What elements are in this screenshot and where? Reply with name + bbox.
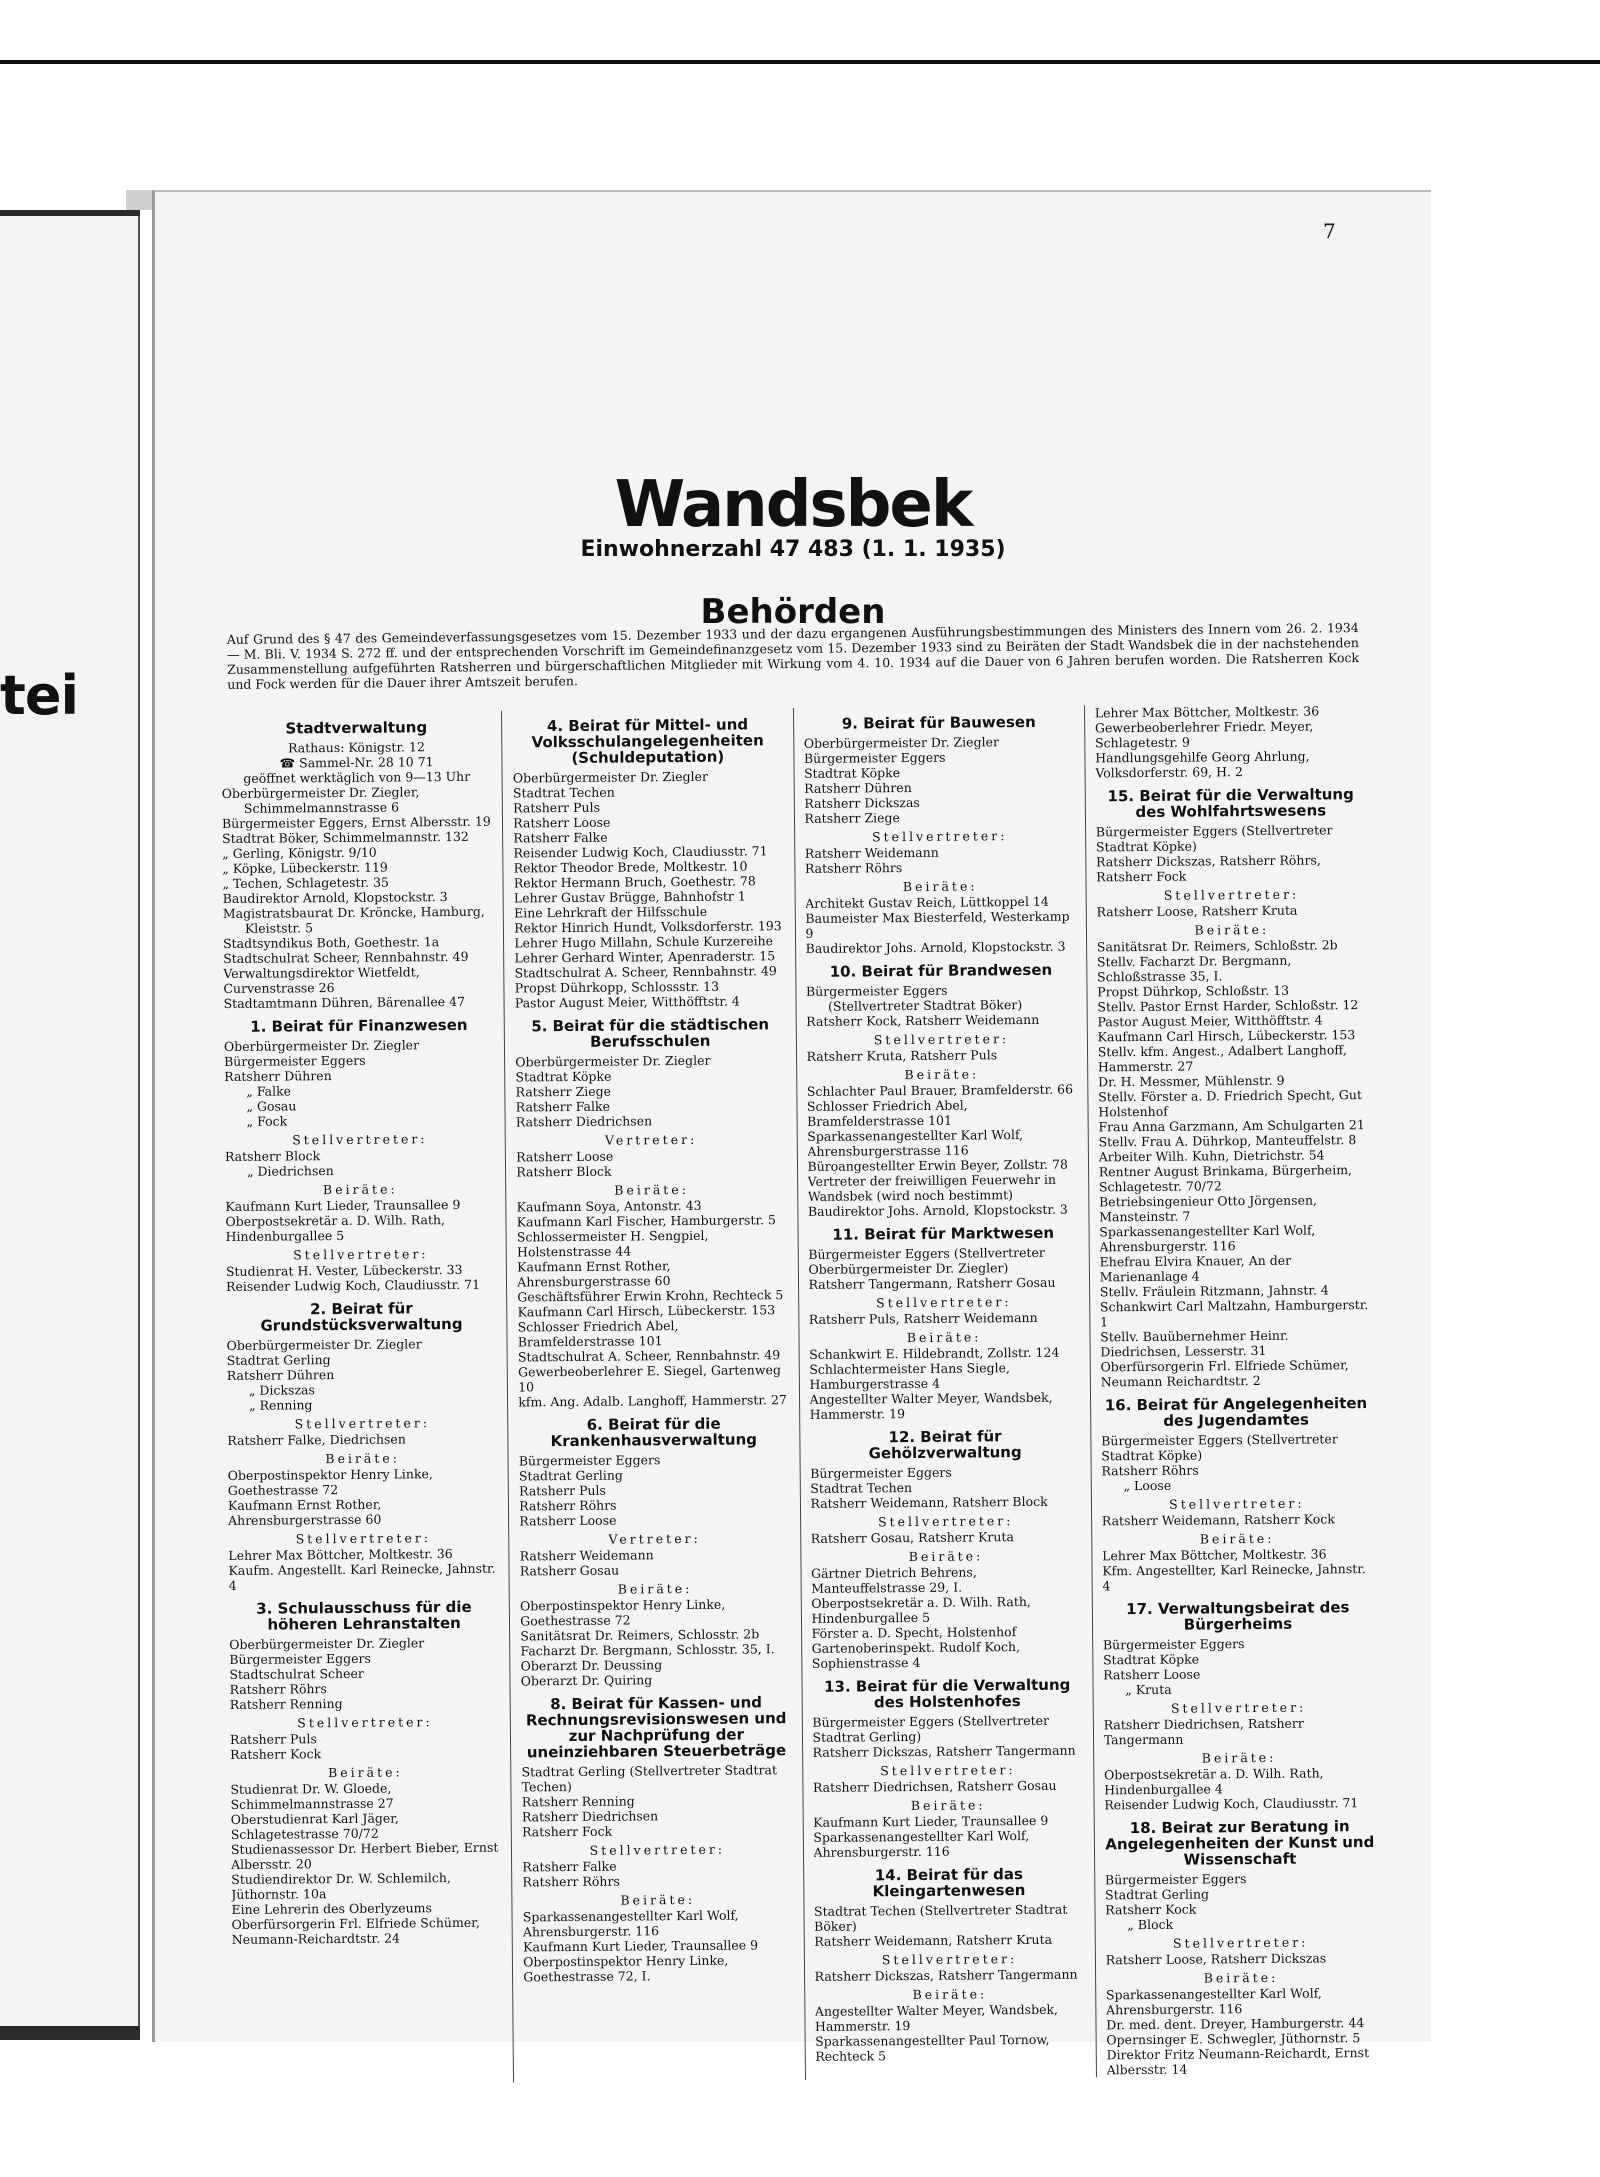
entry-line: Oberbürgermeister Dr. Ziegler (226, 1336, 422, 1353)
entry-line: Handlungsgehilfe Georg Ahrlung, Volksdorferstr. 69, H. 2 (1095, 748, 1310, 781)
entry-line: Ratsherr Loose (1103, 1666, 1201, 1683)
entry-line: „ Fock (246, 1113, 288, 1129)
entry-line: Direktor Fritz Neumann-Reichardt, Ernst Albersstr. 14 (1106, 2045, 1370, 2078)
entry-line: Ratsherr Renning (229, 1695, 343, 1712)
role-subheading: Beiräte: (912, 1986, 988, 2003)
entry-line: Sanitätsrat Dr. Reimers, Schloßstr. 2b (1096, 937, 1338, 955)
section-heading: 10. Beirat für Brandwesen (829, 960, 1053, 981)
entry-line: Ratsherr Röhrs (522, 1873, 620, 1890)
entry-line: „ Block (1127, 1916, 1174, 1933)
entry-line: Ratsherr Tangermann, Ratsherr Gosau (808, 1274, 1056, 1292)
entry-line: Kaufmann Kurt Lieder, Traunsallee 9 (225, 1196, 461, 1214)
section-heading: 15. Beirat für die Verwaltung des Wohlfahrtswesens (1107, 785, 1354, 822)
entry-line: Förster a. D. Specht, Holstenhof (811, 1624, 1017, 1641)
entry-line: Ratsherr Kock (1105, 1901, 1197, 1918)
entry-line: Ratsherr Kruta, Ratsherr Puls (806, 1047, 998, 1064)
entry-line: Ratsherr Dickszas, Ratsherr Röhrs, Ratsherr Fock (1096, 852, 1321, 885)
entry-line: Rektor Hinrich Hundt, Volksdorferstr. 193 (514, 918, 782, 936)
role-subheading: Stellvertreter: (294, 1415, 431, 1432)
left-page-fragment: tei (0, 664, 78, 727)
entry-line: Pastor August Meier, Witthöfftstr. 4 (514, 993, 740, 1011)
entry-line: Ratsherr Loose (513, 814, 611, 831)
entry-line: Lehrer Max Böttcher, Moltkestr. 36 (228, 1546, 453, 1563)
entry-line: Stellv. kfm. Angest., Adalbert Langhoff, Hammerstr. 27 (1097, 1042, 1347, 1075)
role-subheading: Beiräte: (902, 878, 978, 895)
entry-line: Magistratsbaurat Dr. Kröncke, Hamburg, (222, 903, 485, 922)
entry-line: Oberbürgermeister Dr. Ziegler (223, 1037, 420, 1055)
section-heading: 14. Beirat für das Kleingartenwesen (872, 1865, 1026, 1901)
entry-line: Ratsherr Diedrichsen (515, 1113, 653, 1130)
section-heading: 6. Beirat für die Krankenhausverwaltung (550, 1414, 758, 1451)
section-heading: 11. Beirat für Marktwesen (832, 1223, 1055, 1244)
entry-line: Schimmelmannstrasse 6 (243, 799, 400, 816)
entry-line: Rentner August Brinkama, Bürgerheim, Schlagetestr. 70/72 (1098, 1162, 1353, 1195)
entry-line: Oberstudienrat Karl Jäger, Schlagetestrasse 70/72 (230, 1810, 399, 1842)
entry-line: Baumeister Max Biesterfeld, Westerkamp 9 (805, 908, 1070, 941)
entry-line: Kaufmann Carl Hirsch, Lübeckerstr. 153 (1097, 1027, 1356, 1045)
entry-line: Sanitätsrat Dr. Reimers, Schlosstr. 2b (520, 1626, 760, 1644)
entry-line: Studienassessor Dr. Herbert Bieber, Ernst Albersstr. 20 (230, 1839, 499, 1872)
entry-line: „ Renning (249, 1397, 313, 1413)
entry-line: Ehefrau Elvira Knauer, An der Marienanlage 4 (1099, 1252, 1292, 1285)
entry-line: Frau Anna Garzmann, Am Schulgarten 21 (1098, 1117, 1365, 1135)
entry-line: Ratsherr Röhrs (229, 1681, 327, 1697)
role-subheading: Beiräte: (620, 1891, 696, 1908)
entry-line: Ratsherr Loose (519, 1512, 617, 1529)
address-line: Rathaus: Königstr. 12 (287, 739, 425, 756)
entry-line: Ratsherr Ziege (804, 810, 900, 826)
entry-line: Kaufmann Ernst Rother, Ahrensburgerstrasse 60 (517, 1258, 671, 1290)
entry-line: Lehrer Max Böttcher, Moltkestr. 36 (1094, 703, 1320, 721)
entry-line: Ratsherr Weidemann, Ratsherr Block (810, 1493, 1048, 1511)
entry-line: Oberpostsekretär a. D. Wilh. Rath, Hindenburgallee 5 (225, 1212, 446, 1244)
entry-line: Kaufmann Ernst Rother, Ahrensburgerstrasse 60 (227, 1496, 382, 1528)
role-subheading: Stellvertreter: (589, 1841, 726, 1858)
entry-line: Ratsherr Puls (229, 1731, 317, 1747)
entry-line: „ Gerling, Königstr. 9/10 (222, 844, 377, 862)
entry-line: Stellv. Frau A. Dührkop, Manteuffelstr. 8 (1098, 1132, 1357, 1150)
entry-line: „ Dickszas (248, 1382, 315, 1398)
entry-line: „ Loose (1123, 1477, 1172, 1494)
entry-line: Schankwirt Carl Maltzahn, Hamburgerstr. 1 (1099, 1297, 1369, 1330)
entry-line: Oberbürgermeister Dr. Ziegler (512, 768, 709, 786)
entry-line: Arbeiter Wilh. Kuhn, Dietrichstr. 54 (1098, 1147, 1325, 1165)
section-heading: 8. Beirat für Kassen- und Rechnungsrevisionswesen und zur Nachprüfung der uneinziehbaren Steuerbeträge (525, 1693, 787, 1762)
entry-line: Ratsherr Dühren (224, 1068, 332, 1085)
role-subheading: Beiräte: (322, 1181, 398, 1198)
entry-line: Ratsherr Weidemann, Ratsherr Kruta (814, 1931, 1053, 1949)
entry-line: Baudirektor Johs. Arnold, Klopstockstr. 3 (807, 1201, 1068, 1219)
entry-line: Sparkassenangestellter Paul Tornow, Rechteck 5 (815, 2031, 1050, 2064)
role-subheading: Stellvertreter: (881, 1951, 1018, 1968)
entry-line: Ratsherr Loose, Ratsherr Dickszas (1105, 1950, 1327, 1968)
entry-line: Ratsherr Gosau, Ratsherr Kruta (810, 1529, 1014, 1546)
entry-line: „ Diedrichsen (246, 1163, 334, 1179)
entry-line: Oberpostsekretär a. D. Wilh. Rath, Hindenburgallee 5 (811, 1593, 1031, 1626)
page-number: 7 (1323, 219, 1336, 243)
entry-line: Ratsherr Dühren (226, 1367, 335, 1383)
entry-line: Ratsherr Weidemann, Ratsherr Kock (1101, 1511, 1335, 1529)
entry-line: Oberarzt Dr. Quiring (520, 1672, 653, 1689)
column-divider (501, 711, 514, 2083)
column-3 (804, 706, 1086, 2080)
entry-line: Rektor Theodor Brede, Moltkestr. 10 (513, 858, 748, 876)
entry-line: (Stellvertreter Stadtrat Böker) (828, 997, 1023, 1014)
intro-paragraph: Auf Grund des § 47 des Gemeindeverfassungsgesetzes vom 15. Dezember 1933 und der dazu ergangenen Ausführungsbestimmungen des Ministers des Innern vom 26. 2. 1934 — M. Bli. V. 1934 S. 272 ff. und der entsprechenden Vorschrift im Gemeindefinanzgesetz vom 15. Dezember 1933 sind zu Beiräten der Stadt Wandsbek die in der nachstehenden Zusammenstellung aufgeführten Ratsherren und bürgerschaftlichen Mitglieder mit Wirkung vom 4. 10. 1934 auf die Dauer von 6 Jahren berufen worden. Die Ratsherren Kock und Fock werden für die Dauer ihrer Amtszeit berufen. (226, 620, 1360, 692)
role-subheading: Stellvertreter: (1172, 1934, 1309, 1951)
entry-line: Ratsherr Röhrs (519, 1497, 617, 1514)
entry-line: Bürgermeister Eggers (1104, 1871, 1247, 1888)
entry-line: „ Kruta (1125, 1681, 1172, 1698)
entry-line: Baudirektor Johs. Arnold, Klopstockstr. 3 (805, 938, 1066, 956)
entry-line: Lehrer Hugo Millahn, Schule Kurzereihe (514, 933, 774, 951)
entry-line: Ratsherr Fock (521, 1823, 613, 1840)
entry-line: Stadtschulrat A. Scheer, Rennbahnstr. 49 (514, 963, 777, 981)
entry-line: Bürgermeister Eggers (803, 749, 946, 766)
entry-line: Stellv. Fräulein Ritzmann, Jahnstr. 4 (1099, 1282, 1329, 1300)
entry-line: Gartenoberinspekt. Rudolf Koch, Sophienstrasse 4 (811, 1639, 1021, 1671)
role-subheading: Stellvertreter: (873, 1031, 1010, 1048)
page-title: Wandsbek (614, 468, 972, 542)
entry-line: Oberbürgermeister Dr. Ziegler (229, 1635, 425, 1652)
role-subheading: Beiräte: (910, 1797, 986, 1814)
entry-line: Betriebsingenieur Otto Jörgensen, Mansteinstr. 7 (1099, 1192, 1318, 1225)
entry-line: Stellv. Bauübernehmer Heinr. Diedrichsen, Lesserstr. 31 (1100, 1327, 1289, 1360)
entry-line: Stadtrat Gerling (1105, 1886, 1210, 1903)
column-divider (1084, 705, 1097, 2077)
entry-line: Stadtrat Gerling (Stellvertreter Stadtrat Techen) (521, 1762, 778, 1795)
entry-line: Ratsherr Block (224, 1148, 321, 1165)
role-subheading: Beiräte: (1199, 1530, 1275, 1547)
entry-line: Stadtschulrat Scheer, Rennbahnstr. 49 (223, 948, 469, 967)
entry-line: Sparkassenangestellter Karl Wolf, Ahrensburgerstr. 116 (1099, 1222, 1316, 1255)
section-heading: 17. Verwaltungsbeirat des Bürgerheims (1126, 1598, 1350, 1634)
entry-line: Stellv. Förster a. D. Friedrich Specht, Gut Holstenhof (1098, 1087, 1363, 1120)
role-subheading: Beiräte: (904, 1066, 980, 1083)
entry-line: Ratsherr Puls, Ratsherr Weidemann (808, 1309, 1038, 1327)
entry-line: Kaufm. Angestellt. Karl Reinecke, Jahnstr. 4 (228, 1560, 496, 1593)
role-subheading: Stellvertreter: (1169, 1495, 1305, 1512)
role-subheading: Beiräte: (906, 1329, 982, 1346)
entry-line: Schankwirt E. Hildebrandt, Zollstr. 124 (809, 1344, 1060, 1362)
role-subheading: Beiräte: (908, 1548, 984, 1565)
entry-line: Oberbürgermeister Dr. Ziegler, (221, 784, 420, 802)
entry-line: Schlosser Friedrich Abel, Bramfelderstrasse 101 (517, 1318, 679, 1350)
entry-line: Oberpostinspektor Henry Linke, Goethestrasse 72, I. (523, 1952, 729, 1985)
role-subheading: Stellvertreter: (293, 1246, 429, 1263)
entry-line: kfm. Ang. Adalb. Langhoff, Hammerstr. 27 (518, 1392, 787, 1410)
column-divider (793, 708, 806, 2080)
role-subheading: Beiräte: (325, 1450, 401, 1467)
entry-line: „ Gosau (246, 1098, 297, 1114)
entry-line: Verwaltungsdirektor Wietfeldt, Curvenstrasse 26 (223, 964, 420, 997)
entry-line: Stadtrat Gerling (518, 1467, 623, 1484)
entry-line: Oberbürgermeister Dr. Ziegler (515, 1052, 711, 1070)
section-heading: 4. Beirat für Mittel- und Volksschulangelegenheiten (Schuldeputation) (531, 715, 764, 767)
section-heading: 9. Beirat für Bauwesen (841, 712, 1036, 733)
entry-line: Bürgermeister Eggers (Stellvertreter Oberbürgermeister Dr. Ziegler) (808, 1244, 1045, 1277)
section-heading: 13. Beirat für die Verwaltung des Holstenhofes (823, 1675, 1071, 1712)
entry-line: Ratsherr Dühren (804, 779, 912, 796)
section-heading: 18. Beirat zur Beratung in Angelegenheiten der Kunst und Wissenschaft (1105, 1817, 1375, 1869)
entry-line: Ratsherr Puls (519, 1482, 606, 1499)
entry-line: Stadtrat Köpke (804, 765, 901, 781)
entry-line: Stadtschulrat A. Scheer, Rennbahnstr. 49 (517, 1347, 781, 1365)
entry-line: Ratsherr Falke (515, 1098, 611, 1115)
entry-line: Ratsherr Ziege (515, 1083, 612, 1100)
role-subheading: Stellvertreter: (1163, 886, 1300, 903)
role-subheading: Stellvertreter: (292, 1131, 428, 1148)
entry-line: Kaufmann Soya, Antonstr. 43 (516, 1197, 702, 1215)
entry-line: Lehrer Gustav Brügge, Bahnhofstr 1 (513, 888, 746, 906)
entry-line: Oberpostsekretär a. D. Wilh. Rath, Hindenburgallee 4 (1104, 1765, 1324, 1798)
entry-line: Baudirektor Arnold, Klopstockstr. 3 (222, 889, 448, 907)
role-subheading: Beiräte: (1201, 1749, 1277, 1766)
section-heading: 5. Beirat für die städtischen Berufsschulen (531, 1015, 770, 1051)
entry-line: Schlosser Friedrich Abel, Bramfelderstrasse 101 (806, 1097, 968, 1129)
entry-line: Opernsinger E. Schwegler, Jüthornstr. 5 (1106, 2030, 1361, 2048)
role-subheading: Beiräte: (617, 1580, 693, 1597)
entry-line: Bürgermeister Eggers, Ernst Albersstr. 19 (221, 813, 491, 832)
entry-line: Ratsherr Falke (513, 829, 608, 846)
entry-line: Reisender Ludwig Koch, Claudiusstr. 71 (513, 843, 768, 861)
entry-line: „ Techen, Schlagetestr. 35 (222, 874, 390, 892)
entry-line: Gärtner Dietrich Behrens, Manteuffelstrasse 29, I. (811, 1564, 977, 1596)
role-subheading: Stellvertreter: (1170, 1699, 1307, 1716)
entry-line: Ratsherr Loose (516, 1148, 614, 1165)
section-heading: 2. Beirat für Grundstücksverwaltung (260, 1299, 463, 1335)
role-subheading: Stellvertreter: (880, 1762, 1016, 1779)
entry-line: Gewerbeoberlehrer Friedr. Meyer, Schlagetestr. 9 (1094, 718, 1314, 751)
entry-line: Bürgermeister Eggers (805, 982, 948, 999)
role-subheading: Beiräte: (328, 1764, 403, 1781)
column-4 (1095, 703, 1377, 2077)
entry-line: Stadtrat Köpke (1103, 1651, 1200, 1668)
entry-line: Oberarzt Dr. Deussing (520, 1657, 663, 1674)
entry-line: Büroangestellter Erwin Beyer, Zollstr. 78 (807, 1156, 1068, 1174)
address-line: geöffnet werktäglich von 9—13 Uhr (243, 768, 471, 786)
entry-line: Bürgermeister Eggers (Stellvertreter Stadtrat Gerling) (812, 1712, 1050, 1745)
entry-line: Ratsherr Block (516, 1163, 612, 1180)
entry-line: Bürgermeister Eggers (229, 1650, 371, 1667)
entry-line: Stadtrat Techen (Stellvertreter Stadtrat Böker) (813, 1901, 1068, 1934)
entry-line: Ratsherr Gosau (519, 1562, 620, 1579)
entry-line: Oberfürsorgerin Frl. Elfriede Schümer, Neumann Reichardtstr. 2 (1100, 1357, 1349, 1390)
entry-line: Stellv. Pastor Ernst Harder, Schloßstr. 12 (1097, 997, 1359, 1015)
entry-line: Ratsherr Diedrichsen, Ratsherr Tangermann (1103, 1715, 1304, 1748)
entry-line: Vertreter der freiwilligen Feuerwehr in Wandsbek (wird noch bestimmt) (807, 1171, 1057, 1204)
entry-line: Sparkassenangestellter Karl Wolf, Ahrensburgerstr. 116 (522, 1907, 739, 1940)
entry-line: Stellv. Facharzt Dr. Bergmann, Schloßstrasse 35, I. (1096, 952, 1292, 985)
entry-line: Kaufmann Carl Hirsch, Lübeckerstr. 153 (517, 1302, 776, 1320)
entry-line: Studienrat H. Vester, Lübeckerstr. 33 (225, 1261, 463, 1279)
section-heading: Behörden (700, 592, 886, 632)
entry-line: Ratsherr Röhrs (804, 860, 903, 876)
entry-line: Ratsherr Diedrichsen (521, 1808, 659, 1825)
role-subheading: Beiräte: (614, 1181, 689, 1198)
entry-line: Propst Dührkop, Schloßstr. 13 (1097, 982, 1290, 1000)
entry-line: Geschäftsführer Erwin Krohn, Rechteck 5 (517, 1287, 784, 1305)
entry-line: Ratsherr Diedrichsen, Ratsherr Gosau (812, 1777, 1057, 1795)
role-subheading: Stellvertreter: (871, 828, 1008, 845)
entry-line: Schlachter Paul Brauer, Bramfelderstr. 66 (806, 1081, 1074, 1099)
entry-line: Oberpostinspektor Henry Linke, Goethestrasse 72 (520, 1596, 726, 1629)
entry-line: Kfm. Angestellter, Karl Reinecke, Jahnstr. 4 (1102, 1561, 1366, 1594)
entry-line: Bürgermeister Eggers (518, 1452, 661, 1469)
entry-line: Bürgermeister Eggers (1102, 1636, 1245, 1653)
entry-line: Ratsherr Weidemann (519, 1547, 654, 1564)
entry-line: Pastor August Meier, Witthöfftstr. 4 (1097, 1012, 1323, 1030)
entry-line: Reisender Ludwig Koch, Claudiusstr. 71 (1104, 1795, 1359, 1813)
section-heading: 1. Beirat für Finanzwesen (250, 1015, 468, 1036)
role-subheading: Stellvertreter: (876, 1294, 1012, 1311)
role-subheading: Stellvertreter: (297, 1714, 433, 1731)
entry-line: Stadtamtmann Dühren, Bärenallee 47 (223, 993, 466, 1012)
section-heading: Stadtverwaltung (285, 718, 428, 738)
entry-line: Gewerbeoberlehrer E. Siegel, Gartenweg 10 (517, 1362, 781, 1395)
entry-line: Lehrer Max Böttcher, Moltkestr. 36 (1102, 1546, 1327, 1564)
entry-line: Facharzt Dr. Bergmann, Schlosstr. 35, I. (520, 1641, 775, 1659)
section-heading: 12. Beirat für Gehölzverwaltung (868, 1427, 1022, 1463)
entry-line: Rektor Hermann Bruch, Goethestr. 78 (513, 873, 756, 891)
section-heading: 16. Beirat für Angelegenheiten des Jugendamtes (1104, 1394, 1368, 1430)
column-1 (221, 711, 503, 2085)
entry-line: Ratsherr Loose, Ratsherr Kruta (1096, 902, 1298, 920)
entry-line: Angestellter Walter Meyer, Wandsbek, Hammerstr. 19 (809, 1389, 1053, 1422)
entry-line: Bürgermeister Eggers (Stellvertreter Stadtrat Köpke) (1095, 822, 1333, 855)
entry-line: Schlossermeister H. Sengpiel, Holstenstrasse 44 (516, 1227, 709, 1260)
entry-line: Oberpostinspektor Henry Linke, Goethestrasse 72 (227, 1466, 433, 1498)
entry-line: Kaufmann Karl Fischer, Hamburgerstr. 5 (516, 1212, 777, 1230)
left-page-paper (0, 216, 140, 2026)
role-subheading: Stellvertreter: (877, 1513, 1014, 1530)
entry-line: Ratsherr Renning (521, 1793, 635, 1810)
entry-line: Kaufmann Kurt Lieder, Traunsallee 9 (813, 1812, 1049, 1830)
entry-line: Dr. med. dent. Dreyer, Hamburgerstr. 44 (1106, 2015, 1365, 2033)
role-subheading: Stellvertreter: (295, 1530, 432, 1547)
entry-line: Bürgermeister Eggers (Stellvertreter Stadtrat Köpke) (1101, 1431, 1338, 1464)
entry-line: Angestellter Walter Meyer, Wandsbek, Hammerstr. 19 (814, 2001, 1059, 2034)
scan-top-rule (0, 60, 1600, 64)
entry-line: Stadtrat Gerling (226, 1352, 331, 1368)
entry-line: Lehrer Gerhard Winter, Apenraderstr. 15 (514, 948, 776, 966)
columns-container (221, 703, 1377, 2085)
section-heading: 3. Schulausschuss für die höheren Lehranstalten (256, 1597, 472, 1634)
entry-line: Sparkassenangestellter Karl Wolf, Ahrensburgerstrasse 116 (807, 1127, 1024, 1159)
entry-line: Propst Dührkopp, Schlossstr. 13 (514, 978, 720, 996)
role-subheading: Beiräte: (1203, 1969, 1279, 1986)
entry-line: Kleiststr. 5 (244, 920, 314, 936)
population-line: Einwohnerzahl 47 483 (1. 1. 1935) (580, 537, 1006, 562)
role-subheading: Vertreter: (604, 1131, 698, 1148)
entry-line: Ratsherr Dickszas (804, 794, 920, 811)
entry-line: Ratsherr Falke, Diedrichsen (227, 1431, 406, 1448)
entry-line: Oberbürgermeister Dr. Ziegler (803, 734, 999, 751)
entry-line: Stadtrat Köpke (515, 1068, 612, 1085)
entry-line: Bürgermeister Eggers (810, 1464, 952, 1481)
role-subheading: Vertreter: (608, 1530, 701, 1547)
column-2 (512, 708, 794, 2082)
entry-line: Ratsherr Röhrs (1101, 1462, 1199, 1479)
entry-line: Architekt Gustav Reich, Lüttkoppel 14 (805, 893, 1049, 911)
entry-line: Stadtsyndikus Both, Goethestr. 1a (222, 934, 440, 952)
entry-line: Ratsherr Kock (230, 1746, 322, 1762)
entry-line: Stadtrat Techen (810, 1480, 913, 1496)
entry-line: Schlachtermeister Hans Siegle, Hamburgerstrasse 4 (809, 1360, 1011, 1392)
entry-line: Ratsherr Kock, Ratsherr Weidemann (806, 1011, 1040, 1029)
entry-line: Eine Lehrkraft der Hilfsschule (513, 903, 708, 921)
entry-line: Bürgermeister Eggers (224, 1052, 366, 1070)
entry-line: „ Köpke, Lübeckerstr. 119 (222, 859, 388, 877)
role-subheading: Beiräte: (1194, 921, 1270, 938)
entry-line: „ Falke (246, 1083, 292, 1099)
entry-line: Oberfürsorgerin Frl. Elfriede Schümer, Neumann-Reichardtstr. 24 (231, 1914, 480, 1947)
document-page (152, 190, 1431, 2078)
entry-line: Kaufmann Kurt Lieder, Traunsallee 9 (522, 1937, 759, 1955)
entry-line: Reisender Ludwig Koch, Claudiusstr. 71 (225, 1276, 481, 1294)
entry-line: Ratsherr Dickszas, Ratsherr Tangermann (814, 1966, 1078, 1984)
entry-line: Ratsherr Falke (522, 1858, 617, 1875)
entry-line: Stadtrat Böker, Schimmelmannstr. 132 (222, 828, 469, 847)
entry-line: Ratsherr Puls (513, 799, 601, 816)
entry-line: Studienrat Dr. W. Gloede, Schimmelmannstrasse 27 (230, 1780, 394, 1812)
left-page-edge (0, 210, 140, 2040)
entry-line: Stadtrat Techen (512, 784, 615, 801)
entry-line: Stadtschulrat Scheer (229, 1665, 364, 1682)
address-line: ☎ Sammel-Nr. 28 10 71 (279, 754, 434, 771)
entry-line: Ratsherr Weidemann (804, 844, 939, 861)
entry-line: Dr. H. Messmer, Mühlenstr. 9 (1097, 1072, 1285, 1090)
entry-line: Ratsherr Dickszas, Ratsherr Tangermann (812, 1742, 1076, 1760)
entry-line: Studiendirektor Dr. W. Schlemilch, Jüthornstr. 10a (231, 1870, 451, 1902)
entry-line: Sparkassenangestellter Karl Wolf, Ahrensburgerstr. 116 (1105, 1985, 1322, 2018)
entry-line: Sparkassenangestellter Karl Wolf, Ahrensburgerstr. 116 (813, 1828, 1030, 1860)
entry-line: Eine Lehrerin des Oberlyzeums (231, 1900, 432, 1917)
